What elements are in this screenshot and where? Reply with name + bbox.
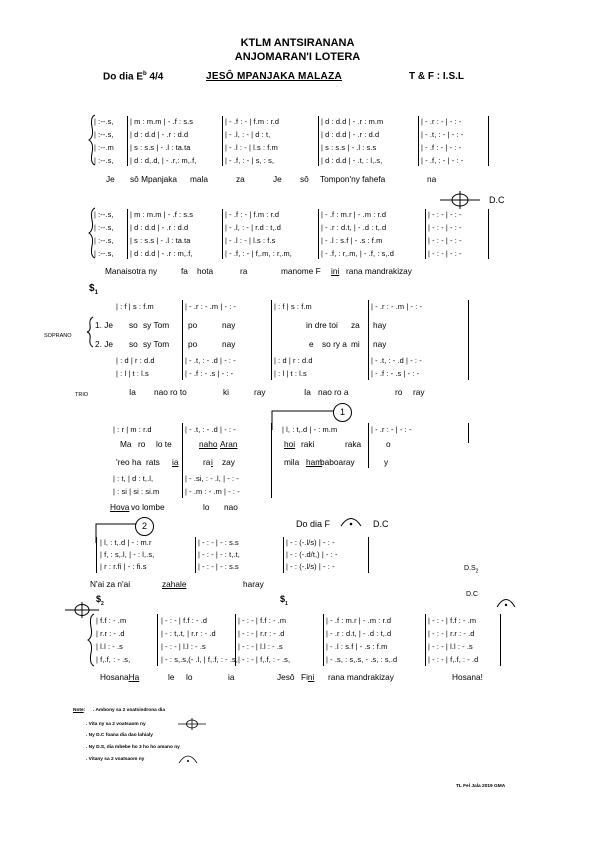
solfa-voice-2: | - : - | - : - (428, 223, 462, 232)
soprano-line: | : r | m : r.d (113, 425, 152, 434)
lyric: nay (373, 339, 387, 349)
lyric: rana mandrakizay (346, 266, 412, 276)
solfa-voice-1: | - : - | f.f : - .d (161, 616, 208, 625)
soprano-line: | - .r : - .m | - : - (185, 302, 237, 311)
solfa-voice-1: | - .f : - | f.m : r.d (225, 210, 280, 219)
barline (468, 300, 469, 380)
solfa-voice-4: | - .f, : - | - : - (421, 156, 464, 165)
lyric: nay (222, 320, 236, 330)
solfa-voice-2: | :--.s, (94, 223, 114, 232)
coda-icon (178, 718, 206, 730)
lyric: ia (172, 457, 179, 467)
solfa-voice-2: | d : d.d | - .r : d.d (130, 130, 189, 139)
song-title: JESÔ MPANJAKA MALAZA (206, 71, 343, 82)
trio-voice-1: | - .si, : - .l, | - : - (185, 474, 239, 483)
lyric: mala (190, 174, 208, 184)
barline (318, 209, 319, 259)
solfa-voice-4: | d : d.d | - .t, : l,.s, (321, 156, 383, 165)
segno-2: $\$_2$ (96, 594, 104, 607)
solfa-voice-4: | d : d,.d, | - .r,: m,.f, (130, 156, 197, 165)
barline (127, 116, 128, 166)
solfa-voice-2: | - .r : d.t, | - .d : t,.d (326, 629, 392, 638)
lyric: Jesô (277, 672, 295, 682)
lyric: zay (222, 457, 235, 467)
solfa-voice-2: | :--.s, (94, 130, 114, 139)
soprano-line: | : f | s : f.m (116, 302, 154, 311)
composer-credit: T & F : I.S.L (409, 71, 464, 82)
lyric: hoi (284, 439, 296, 449)
note-line: . Ny D.C foana dia dao lahialy (86, 733, 153, 738)
trio-voice-1: | - .t, : - .d | - : - (185, 356, 236, 365)
note-line: . Ny D.S, dia mbebe ho 3 ho ho amano ny (86, 745, 180, 750)
barline (182, 423, 183, 498)
soprano-line: | - .t, : - .d | - : - (185, 425, 236, 434)
barline (418, 116, 419, 166)
lyric: manome F (281, 266, 321, 276)
solfa-voice-3: | - .l : - | l.s : f.m (225, 143, 278, 152)
solfa-voice-3: | - : - | l.l : - .s (238, 642, 283, 651)
lyric: nao ro to (154, 387, 187, 397)
solfa-voice-3: | - .f : - | - : - (421, 143, 462, 152)
trio-voice-1: | : d | r : d.d (116, 356, 155, 365)
dc-marker: D.C (489, 195, 505, 205)
lyric: nay (222, 339, 236, 349)
barline (500, 614, 501, 666)
solfa-voice-1: | m : m.m | - .f : s.s (130, 117, 194, 126)
solfa-voice-4: | - : - | - : - (428, 249, 462, 258)
lyric: ro (138, 439, 146, 449)
trio-voice-2: | - .m : - .m | - : - (185, 487, 240, 496)
footer-credit: TL Fel Jala 2019 GMA (456, 784, 506, 789)
lyric: za (351, 320, 360, 330)
circle-marker-1: 1 (333, 403, 352, 422)
lyric: mi (351, 339, 360, 349)
solfa-voice-2: | - .l, : - | d : t, (225, 130, 271, 139)
soprano-line: | : f | s : f.m (274, 302, 312, 311)
lyric: ray (413, 387, 425, 397)
note-line: . Ambony sa 2 voatsindrona dia (93, 708, 166, 713)
solfa-voice-1: | - : - | f.f : - .m (428, 616, 477, 625)
solfa-voice-4: | :--.s, (94, 249, 114, 258)
trio-voice-2: | - .f : - .s | - : - (185, 369, 234, 378)
solfa-voice-2: | - : - | r.r : - .d (428, 629, 475, 638)
lyric: o (386, 439, 391, 449)
barline (425, 209, 426, 259)
solfa-voice-3: | - : - | - : - (428, 236, 462, 245)
trio-label: TRIO (75, 392, 89, 398)
lyric: Ia (129, 387, 136, 397)
solfa-voice-4: | f,.f, : - .s, (96, 655, 131, 664)
lyric: Hova (110, 502, 130, 512)
barline (488, 116, 489, 166)
lyric: ia (228, 672, 235, 682)
lyric: Je (106, 174, 115, 184)
barline (222, 116, 223, 166)
solfa-voice-3: | - : - | l.l : - .s (428, 642, 473, 651)
choir-name: KTLM ANTSIRANANA (240, 37, 355, 49)
solfa-voice-4: | d : d.d | - .r : m,.f, (130, 249, 193, 258)
lyric: Je (273, 174, 282, 184)
lyric: lo (186, 672, 193, 682)
barline (323, 614, 324, 666)
lyric: nao (224, 502, 238, 512)
solfa-voice-2: | d : d.d | - .r : d.d (321, 130, 380, 139)
brace-icon (87, 317, 95, 347)
lyric: 'reo (116, 457, 130, 467)
solfa-voice-2: | d : d.d | - .r : d.d (130, 223, 189, 232)
solfa-voice-3: | - : - | - : s.s (198, 562, 239, 571)
barline (468, 423, 469, 443)
solfa-voice-4: | - : s,.s,(- .l, | f,.f, : - .s, (161, 655, 238, 664)
barline (127, 209, 128, 259)
lyric: le (168, 672, 175, 682)
lyric: raka (345, 439, 362, 449)
solfa-voice-3: | r : r.fi | - : fi.s (100, 562, 147, 571)
soprano-line: | l, : t,.d | - : m.m (282, 425, 338, 434)
segno-1-marker: $\$_1$ (280, 594, 288, 607)
barline (425, 614, 426, 666)
lyric: nao ro a (318, 387, 349, 397)
solfa-voice-4: | - .f, : - | f,.m, : r,.m, (225, 249, 292, 258)
lyric: ini (331, 266, 340, 276)
lyric: i (211, 457, 213, 467)
trio-voice-1: | - .t, : - .d | - : - (371, 356, 422, 365)
solfa-voice-1: | - .r : - | - : - (421, 117, 462, 126)
solfa-voice-1: | - : - | - : s.s (198, 538, 239, 547)
lyric: po (188, 320, 198, 330)
barline (271, 300, 272, 380)
barline (283, 537, 284, 573)
barline (222, 209, 223, 259)
barline (368, 300, 369, 380)
lyric: lo (203, 502, 210, 512)
lyric: rats (146, 457, 160, 467)
solfa-voice-2: | - : (-.d/t,) | - : - (286, 550, 338, 559)
trio-voice-2: | - .f : - .s | - : - (371, 369, 420, 378)
lyric: zahale (162, 579, 187, 589)
solfa-voice-3: | s : s.s | - .l : ta.ta (130, 143, 191, 152)
barline (368, 423, 369, 468)
solfa-voice-2: | f, : s,.l, | - : l,.s, (100, 550, 155, 559)
fermata-icon (178, 752, 198, 764)
solfa-voice-4: | - : - | f,.f, : - .d (428, 655, 479, 664)
solfa-voice-3: | l.l : - .s (96, 642, 123, 651)
lyric: naho (199, 439, 218, 449)
solfa-voice-2: | - .r : d.t, | - .d : t,.d (321, 223, 387, 232)
solfa-voice-1: | :--.s, (94, 210, 114, 219)
lyric: vo lombe (131, 502, 165, 512)
trio-voice-2: | : l | t : l.s (116, 369, 149, 378)
solfa-voice-2: | - : t,.t, | r.r : - .d (161, 629, 216, 638)
barline (368, 537, 369, 573)
solfa-voice-4: | - : - | f,.f, : - .s, (238, 655, 291, 664)
solfa-voice-1: | - : (-.l/s) | - : - (286, 538, 335, 547)
lyric: Fini (301, 672, 315, 682)
lyric: ra (203, 457, 211, 467)
solfa-voice-1: | - .f : - | f.m : r.d (225, 117, 280, 126)
lyric: sy Tom (143, 320, 170, 330)
lyric: fa (181, 266, 188, 276)
barline (488, 209, 489, 259)
lyric: na (427, 174, 437, 184)
lyric: haray (243, 579, 264, 589)
lyric: so ry a (322, 339, 347, 349)
lyric: ki (223, 387, 229, 397)
solfa-voice-1: | - : - | - : - (428, 210, 462, 219)
lyric: raki (301, 439, 315, 449)
note-line: . Vitany sa 2 voatsaom ny (86, 757, 145, 762)
dc-marker: D.C (466, 591, 479, 598)
lyric: so (129, 320, 138, 330)
coda-icon (440, 191, 480, 209)
trio-voice-2: | : l | t : l.s (274, 369, 307, 378)
lyric: hay (373, 320, 387, 330)
lyric: Ma (120, 439, 132, 449)
barline (318, 116, 319, 166)
brace-icon (88, 614, 96, 666)
solfa-voice-3: | :--.m (94, 143, 114, 152)
solfa-voice-4: | - .s, : s,.s, - .s, : s,.d (326, 655, 398, 664)
lyric: ray (254, 387, 266, 397)
solfa-voice-3: | - : - | l.l : - .s (161, 642, 206, 651)
lyric: in dre toi (306, 320, 338, 330)
lyric: e (309, 339, 314, 349)
lyric: HosanaHa (100, 672, 140, 682)
barline (182, 300, 183, 380)
solfa-voice-4: | - .f, : r,.m, | - .f, : s,.d (321, 249, 394, 258)
lyric: N'ai za n'ai (90, 579, 131, 589)
solfa-voice-3: | - : (-.l/s) | - : - (286, 562, 335, 571)
lyric: Tompon'ny fahefa (320, 174, 386, 184)
lyric: po (188, 339, 198, 349)
lyric: sô (300, 174, 309, 184)
lyric: Ia (304, 387, 311, 397)
solfa-voice-3: | s : s.s | - .l : s.s (321, 143, 377, 152)
circle-marker-2: 2 (135, 517, 154, 536)
solfa-voice-2: | - .t, : - | - : - (421, 130, 464, 139)
solfa-voice-1: | - .f : m.r | - .m : r.d (321, 210, 387, 219)
note-line: . Vita ny sa 2 voatsaom ny (86, 722, 146, 727)
dc-marker: D.C (373, 519, 389, 529)
solfa-voice-1: | :--.s, (94, 117, 114, 126)
solfa-voice-1: | f.f : - .m (96, 616, 127, 625)
lyric: lo te (156, 439, 172, 449)
barline (157, 614, 158, 666)
lyric: 2. Je (95, 339, 113, 349)
solfa-voice-2: | - .l, : - | r.d : t,.d (225, 223, 281, 232)
soprano-line: | - .r : - | - : - (371, 425, 412, 434)
solfa-voice-4: | :--.s, (94, 156, 114, 165)
lyric: so (129, 339, 138, 349)
solfa-voice-3: | s : s.s | - .l : ta.ta (130, 236, 191, 245)
solfa-voice-2: | r.r : - .d (96, 629, 125, 638)
trio-voice-2: | : si | si : si.m (113, 487, 160, 496)
lyric: sô Mpanjaka (130, 174, 178, 184)
lyric: Hosana! (452, 672, 483, 682)
solfa-voice-1: | l, : t,.d | - : m.r (100, 538, 152, 547)
lyric: baboaray (320, 457, 355, 467)
lyric: Aran (220, 439, 238, 449)
key-signature: Do dia $E^b$ 4/4 (103, 71, 164, 83)
lyric: ham (306, 457, 323, 467)
lyric: mila (284, 457, 300, 467)
solfa-voice-1: | d : d.d | - .r : m.m (321, 117, 384, 126)
segno-1: $\$_1$ (89, 283, 98, 296)
soprano-line: | - .r : - .m | - : - (371, 302, 423, 311)
choir-subname: ANJOMARAN'I LOTERA (234, 51, 361, 63)
lyric: ha (132, 457, 142, 467)
solfa-voice-4: | - .f, : - | s, : s, (225, 156, 275, 165)
solfa-voice-1: | m : m.m | - .f : s.s (130, 210, 194, 219)
barline (96, 537, 97, 573)
solfa-voice-2: | - : - | r.r : - .d (238, 629, 285, 638)
soprano-label: SOPRANO (44, 333, 72, 339)
lyric: rana mandrakizay (328, 672, 394, 682)
notes-heading: Note: (73, 708, 86, 713)
solfa-voice-1: | - .f : m.r | - .m : r.d (326, 616, 392, 625)
lyric: y (384, 457, 389, 467)
fermata-icon (340, 515, 362, 527)
lyric: ro (395, 387, 403, 397)
solfa-voice-3: | - .l : s.f | - .s : f.m (326, 642, 388, 651)
lyric: Manaisotra ny (105, 266, 158, 276)
lyric: ra (240, 266, 248, 276)
barline (271, 423, 272, 498)
fermata-icon (496, 596, 516, 608)
lyric: sy Tom (143, 339, 170, 349)
solfa-voice-3: | - .l : - | l.s : f.s (225, 236, 276, 245)
key-change: Do dia F (296, 519, 331, 529)
ds2-marker: $D.S_2$ (464, 565, 479, 575)
lyric: hota (197, 266, 214, 276)
lyric: 1. Je (95, 320, 113, 330)
trio-voice-1: | : d | r : d.d (274, 356, 313, 365)
solfa-voice-3: | :--.s, (94, 236, 114, 245)
solfa-voice-1: | - : - | f.f : - .m (238, 616, 287, 625)
solfa-voice-3: | - .l : s.f | - .s : f.m (321, 236, 383, 245)
lyric: za (236, 174, 245, 184)
trio-voice-1: | : t, | d : t,.l, (113, 474, 154, 483)
solfa-voice-2: | - : - | - : t,.t, (198, 550, 240, 559)
barline (195, 537, 196, 573)
